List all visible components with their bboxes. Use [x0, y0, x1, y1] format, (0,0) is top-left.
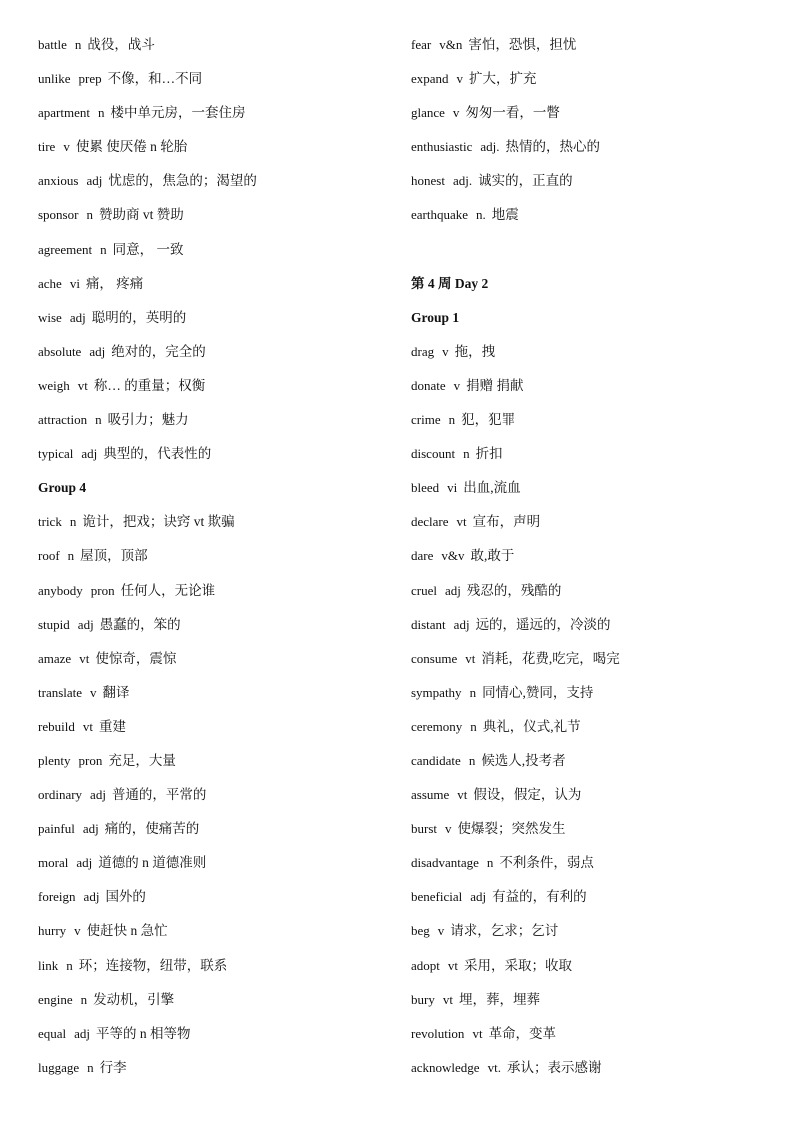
entry-part-of-speech: v&n — [439, 37, 463, 52]
entry-meaning: 使惊奇，震惊 — [95, 650, 177, 666]
entry-meaning: 痛， 疼痛 — [85, 275, 144, 291]
entry-part-of-speech: adj — [90, 787, 106, 803]
entry-word: rebuild — [38, 718, 75, 734]
vocab-entry — [38, 130, 388, 164]
entry-part-of-speech: vt — [457, 787, 468, 803]
entry-word: honest — [411, 173, 445, 189]
vocab-entry — [411, 642, 771, 676]
entry-word: declare — [411, 514, 449, 530]
vocab-entry — [411, 505, 771, 539]
vocab-entry — [411, 335, 771, 369]
section-heading: Group 1 — [411, 309, 460, 325]
entry-part-of-speech: pron — [90, 582, 115, 598]
entry-meaning: 忧虑的，焦急的；渴望的 — [108, 173, 257, 189]
vocab-entry — [38, 1017, 388, 1051]
vocab-entry — [38, 983, 388, 1017]
entry-part-of-speech: prep — [78, 71, 102, 87]
entry-word: earthquake — [411, 207, 469, 223]
entry-part-of-speech: vt — [79, 650, 90, 666]
entry-meaning: 使爆裂；突然发生 — [457, 821, 566, 837]
entry-word: bleed — [411, 480, 440, 496]
entry-part-of-speech: vt. — [487, 1059, 501, 1075]
entry-part-of-speech: v — [74, 923, 81, 939]
vocab-entry — [411, 96, 771, 130]
vocab-entry — [38, 335, 388, 369]
entry-word: engine — [38, 991, 73, 1007]
entry-part-of-speech: n — [469, 684, 477, 700]
entry-meaning: 地震 — [491, 207, 519, 223]
entry-word: disadvantage — [411, 855, 479, 871]
entry-word: sponsor — [38, 207, 79, 223]
entry-meaning: 害怕，恐惧，担忧 — [468, 37, 577, 52]
entry-word: amaze — [38, 650, 72, 666]
entry-part-of-speech: n — [463, 446, 470, 462]
vocab-entry — [411, 471, 771, 505]
entry-part-of-speech: n — [67, 548, 75, 564]
entry-word: dare — [411, 548, 434, 564]
vocab-entry — [411, 710, 771, 744]
vocab-entry — [38, 710, 388, 744]
entry-word: anxious — [38, 173, 79, 189]
vocab-entry — [411, 778, 771, 812]
entry-meaning: 使累 使厌倦 n 轮胎 — [75, 139, 188, 155]
entry-part-of-speech: adj — [82, 821, 99, 837]
entry-word: ceremony — [411, 718, 463, 734]
entry-part-of-speech: adj — [83, 889, 100, 905]
entry-part-of-speech: v — [63, 139, 70, 155]
section-heading: Group 4 — [38, 480, 87, 496]
entry-part-of-speech: vt — [442, 991, 453, 1007]
entry-meaning: 诚实的，正直的 — [478, 173, 573, 189]
entry-word: assume — [411, 787, 450, 803]
entry-part-of-speech: v — [445, 821, 452, 837]
entry-meaning: 有益的，有利的 — [492, 889, 587, 905]
vocab-entry — [411, 846, 771, 880]
entry-meaning: 敢,敢于 — [470, 548, 515, 564]
vocab-entry — [38, 880, 388, 914]
entry-word: burst — [411, 821, 437, 837]
entry-word: wise — [38, 309, 62, 325]
entry-meaning: 扩大，扩充 — [469, 71, 537, 87]
entry-meaning: 国外的 — [105, 889, 146, 905]
entry-part-of-speech: n. — [476, 207, 486, 223]
entry-part-of-speech: n — [74, 37, 82, 52]
entry-meaning: 赞助商 vt 赞助 — [98, 207, 184, 223]
vocab-entry — [38, 574, 388, 608]
vocab-entry — [38, 96, 388, 130]
entry-word: discount — [411, 446, 456, 462]
entry-meaning: 假设，假定，认为 — [473, 787, 582, 803]
vocab-entry — [411, 198, 771, 232]
entry-word: adopt — [411, 957, 440, 973]
vocab-entry — [38, 369, 388, 403]
entry-part-of-speech: n — [80, 991, 88, 1007]
entry-word: foreign — [38, 889, 76, 905]
entry-part-of-speech: v — [452, 105, 460, 121]
entry-meaning: 采用，采取；收取 — [464, 957, 573, 973]
vocab-entry — [38, 198, 388, 232]
entry-part-of-speech: vt — [447, 957, 459, 973]
entry-part-of-speech: n — [69, 514, 77, 530]
entry-part-of-speech: adj — [470, 889, 487, 905]
entry-meaning: 消耗，花费,吃完，喝完 — [481, 650, 620, 666]
vocab-entry — [38, 539, 388, 573]
entry-word: enthusiastic — [411, 139, 473, 155]
vocab-entry — [411, 812, 771, 846]
entry-meaning: 同情心,赞同，支持 — [482, 684, 594, 700]
entry-word: fear — [411, 37, 432, 52]
entry-part-of-speech: vt — [472, 1025, 483, 1041]
entry-word: plenty — [38, 752, 71, 768]
entry-meaning: 重建 — [98, 718, 126, 734]
entry-part-of-speech: adj. — [452, 173, 473, 189]
vocab-entry — [38, 744, 388, 778]
vocab-entry — [38, 676, 388, 710]
entry-part-of-speech: pron — [78, 752, 103, 768]
entry-meaning: 吸引力；魅力 — [107, 412, 189, 428]
vocab-entry — [411, 608, 771, 642]
vocab-entry — [411, 403, 771, 437]
blank-line — [411, 233, 771, 267]
vocab-entry — [38, 608, 388, 642]
entry-word: weigh — [38, 377, 70, 393]
entry-part-of-speech: adj — [77, 616, 94, 632]
entry-part-of-speech: v — [437, 923, 445, 939]
entry-part-of-speech: adj — [74, 1025, 91, 1041]
vocab-entry — [38, 914, 388, 948]
entry-meaning: 普通的，平常的 — [111, 787, 207, 803]
entry-part-of-speech: vt — [82, 718, 93, 734]
entry-part-of-speech: v&v — [441, 548, 465, 564]
entry-part-of-speech: adj — [453, 616, 470, 632]
vocab-entry — [38, 233, 388, 267]
entry-part-of-speech: adj — [69, 309, 86, 325]
entry-part-of-speech: vt — [77, 377, 88, 393]
entry-word: agreement — [38, 241, 93, 257]
vocab-entry — [411, 914, 771, 948]
entry-meaning: 道德的 n 道德准则 — [98, 855, 207, 871]
entry-part-of-speech: vi — [69, 275, 80, 291]
entry-word: roof — [38, 548, 60, 564]
entry-meaning: 残忍的，残酷的 — [466, 582, 562, 598]
entry-meaning: 发动机，引擎 — [93, 991, 175, 1007]
vocab-entry — [38, 642, 388, 676]
entry-meaning: 同意， 一致 — [112, 241, 184, 257]
entry-part-of-speech: n — [87, 1059, 94, 1075]
entry-part-of-speech: v — [456, 71, 464, 87]
entry-part-of-speech: n — [100, 241, 107, 257]
entry-meaning: 使赶快 n 急忙 — [86, 923, 168, 939]
entry-meaning: 绝对的，完全的 — [111, 343, 206, 359]
entry-word: equal — [38, 1025, 67, 1041]
entry-meaning: 出血,流血 — [463, 480, 521, 496]
vocab-entry — [411, 28, 771, 62]
entry-meaning: 不像，和…不同 — [107, 71, 203, 87]
vocab-entry — [411, 1051, 771, 1085]
left-column — [38, 28, 388, 1085]
entry-word: ordinary — [38, 787, 83, 803]
entry-part-of-speech: adj — [86, 173, 103, 189]
entry-word: candidate — [411, 752, 461, 768]
vocab-entry — [38, 778, 388, 812]
vocab-entry — [411, 983, 771, 1017]
entry-word: distant — [411, 616, 446, 632]
vocab-entry — [38, 812, 388, 846]
vocab-entry — [411, 539, 771, 573]
vocab-entry — [411, 369, 771, 403]
entry-word: beneficial — [411, 889, 463, 905]
vocab-entry — [411, 164, 771, 198]
entry-meaning: 环；连接物，纽带，联系 — [78, 957, 228, 973]
entry-meaning: 任何人，无论谁 — [120, 582, 216, 598]
entry-meaning: 请求，乞求；乞讨 — [450, 923, 559, 939]
entry-word: consume — [411, 650, 458, 666]
entry-word: anybody — [38, 582, 83, 598]
vocab-entry — [38, 949, 388, 983]
entry-word: drag — [411, 343, 435, 359]
entry-meaning: 翻译 — [102, 684, 130, 700]
entry-word: cruel — [411, 582, 437, 598]
entry-part-of-speech: n — [95, 412, 102, 428]
entry-word: link — [38, 957, 59, 973]
entry-word: beg — [411, 923, 430, 939]
entry-meaning: 平等的 n 相等物 — [96, 1025, 191, 1041]
entry-word: trick — [38, 514, 62, 530]
entry-word: acknowledge — [411, 1059, 480, 1075]
entry-word: crime — [411, 412, 441, 428]
entry-part-of-speech: v — [442, 343, 449, 359]
entry-meaning: 聪明的，英明的 — [91, 309, 187, 325]
entry-word: glance — [411, 105, 445, 121]
entry-meaning: 称… 的重量；权衡 — [93, 377, 206, 393]
entry-meaning: 匆匆一看，一瞥 — [465, 105, 560, 121]
entry-word: absolute — [38, 343, 82, 359]
entry-word: luggage — [38, 1059, 80, 1075]
entry-meaning: 承认；表示感谢 — [506, 1059, 602, 1075]
entry-meaning: 不利条件，弱点 — [499, 855, 594, 871]
entry-meaning: 热情的，热心的 — [505, 139, 601, 155]
vocab-entry — [38, 301, 388, 335]
entry-meaning: 犯，犯罪 — [461, 412, 516, 428]
entry-word: apartment — [38, 105, 90, 121]
entry-word: unlike — [38, 71, 71, 87]
section-heading: 第 4 周 Day 2 — [411, 275, 489, 291]
vocab-entry — [38, 1051, 388, 1085]
entry-meaning: 行李 — [99, 1059, 127, 1075]
entry-meaning: 远的，遥远的，冷淡的 — [475, 616, 611, 632]
entry-word: attraction — [38, 412, 88, 428]
entry-meaning: 典礼，仪式,礼节 — [482, 718, 581, 734]
entry-word: ache — [38, 275, 62, 291]
entry-word: revolution — [411, 1025, 465, 1041]
entry-meaning: 候选人,投考者 — [481, 752, 566, 768]
entry-part-of-speech: n — [468, 752, 476, 768]
vocab-entry — [411, 949, 771, 983]
entry-word: donate — [411, 377, 446, 393]
vocab-entry — [38, 28, 388, 62]
vocab-entry — [411, 880, 771, 914]
entry-part-of-speech: vi — [447, 480, 458, 496]
vocab-entry — [411, 62, 771, 96]
entry-word: expand — [411, 71, 449, 87]
vocab-entry — [411, 744, 771, 778]
vocab-entry — [38, 437, 388, 471]
entry-meaning: 典型的，代表性的 — [103, 446, 212, 462]
vocab-entry — [411, 437, 771, 471]
entry-part-of-speech: adj — [81, 446, 98, 462]
entry-part-of-speech: vt — [465, 650, 476, 666]
entry-word: translate — [38, 684, 83, 700]
vocab-entry — [38, 403, 388, 437]
entry-part-of-speech: v — [453, 377, 461, 393]
vocab-entry — [38, 505, 388, 539]
entry-meaning: 捐赠 捐献 — [466, 377, 524, 393]
entry-meaning: 痛的，使痛苦的 — [104, 821, 200, 837]
entry-part-of-speech: n — [448, 412, 456, 428]
entry-part-of-speech: v — [90, 684, 97, 700]
entry-part-of-speech: n — [66, 957, 73, 973]
entry-part-of-speech: n — [97, 105, 105, 121]
entry-word: battle — [38, 37, 67, 52]
entry-meaning: 埋，葬，埋葬 — [458, 991, 540, 1007]
vocab-entry — [38, 164, 388, 198]
vocab-entry — [411, 574, 771, 608]
vocab-entry — [411, 130, 771, 164]
entry-word: painful — [38, 821, 75, 837]
entry-part-of-speech: adj — [444, 582, 461, 598]
entry-part-of-speech: n — [470, 718, 477, 734]
entry-part-of-speech: vt — [456, 514, 467, 530]
vocab-entry — [38, 267, 388, 301]
entry-word: sympathy — [411, 684, 462, 700]
entry-word: typical — [38, 446, 74, 462]
entry-meaning: 宣布，声明 — [472, 514, 541, 530]
entry-word: bury — [411, 991, 435, 1007]
entry-part-of-speech: n — [86, 207, 93, 223]
entry-word: tire — [38, 139, 56, 155]
entry-word: stupid — [38, 616, 70, 632]
entry-part-of-speech: n — [486, 855, 494, 871]
entry-meaning: 折扣 — [475, 446, 503, 462]
entry-meaning: 诡计，把戏；诀窍 vt 欺骗 — [82, 514, 235, 530]
entry-meaning: 楼中单元房，一套住房 — [110, 105, 246, 121]
vocab-entry — [38, 846, 388, 880]
vocab-entry — [411, 1017, 771, 1051]
entry-word: hurry — [38, 923, 67, 939]
entry-part-of-speech: adj — [89, 343, 106, 359]
entry-part-of-speech: adj — [76, 855, 93, 871]
right-column — [411, 28, 771, 1085]
entry-meaning: 战役，战斗 — [87, 37, 155, 52]
entry-word: moral — [38, 855, 69, 871]
vocab-entry — [411, 676, 771, 710]
entry-meaning: 拖，拽 — [454, 343, 496, 359]
entry-meaning: 充足，大量 — [108, 752, 176, 768]
entry-part-of-speech: adj. — [480, 139, 500, 155]
entry-meaning: 屋顶，顶部 — [80, 548, 148, 564]
vocab-entry — [38, 62, 388, 96]
entry-meaning: 革命，变革 — [488, 1025, 557, 1041]
entry-meaning: 愚蠢的，笨的 — [99, 616, 181, 632]
